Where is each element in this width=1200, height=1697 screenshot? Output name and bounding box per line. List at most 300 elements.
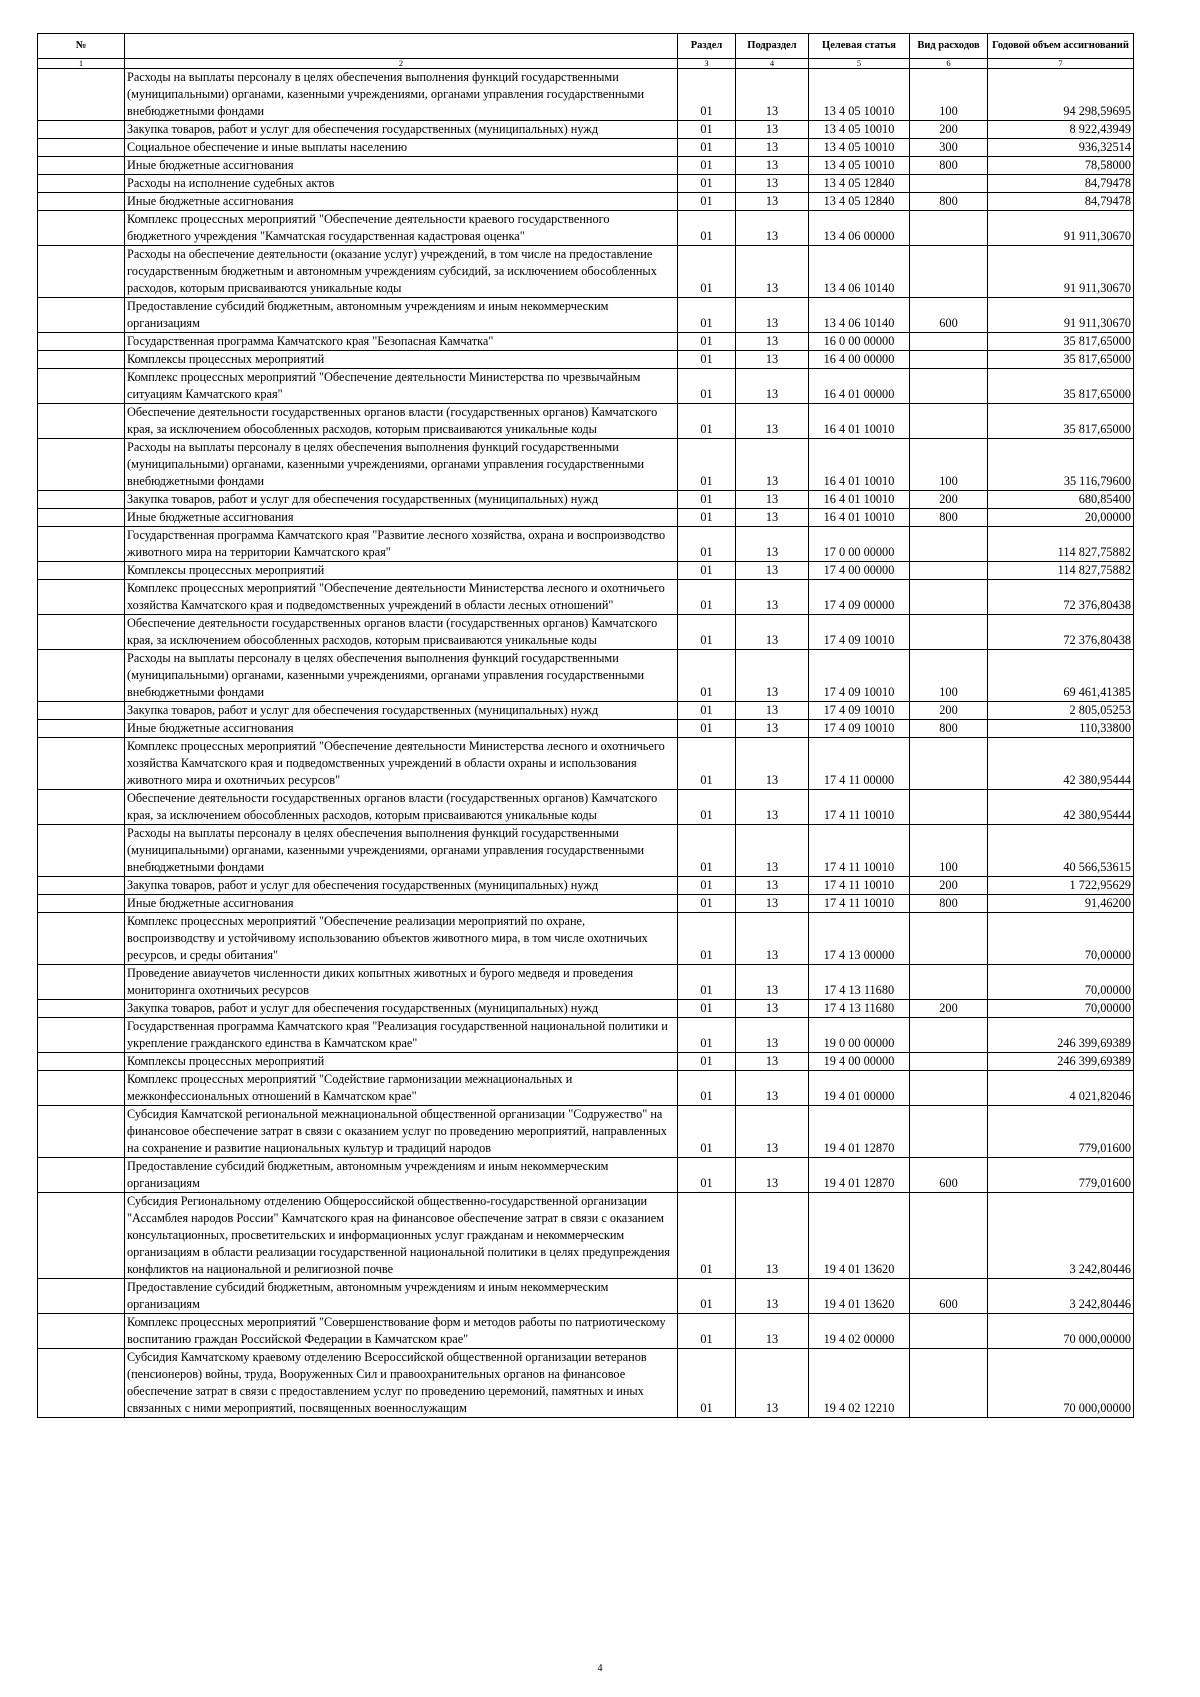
target-article-cell: 16 4 01 10010 <box>809 491 910 509</box>
razdel-cell: 01 <box>678 562 736 580</box>
row-number-cell <box>38 1018 125 1053</box>
expense-type-cell: 100 <box>910 439 988 491</box>
razdel-cell: 01 <box>678 211 736 246</box>
target-article-cell: 17 4 13 11680 <box>809 965 910 1000</box>
item-name-cell: Комплекс процессных мероприятий "Обеспечение деятельности Министерства по чрезвычайным ситуациям Камчатского края" <box>125 369 678 404</box>
table-row <box>38 1158 1134 1193</box>
row-number-cell <box>38 404 125 439</box>
row-number-cell <box>38 1000 125 1018</box>
podrazdel-cell: 13 <box>736 1000 809 1018</box>
table-row <box>38 509 1134 527</box>
podrazdel-cell: 13 <box>736 877 809 895</box>
header-razdel: Раздел <box>678 34 736 59</box>
amount-cell: 35 116,79600 <box>988 439 1134 491</box>
amount-cell: 8 922,43949 <box>988 121 1134 139</box>
podrazdel-cell: 13 <box>736 650 809 702</box>
amount-cell: 72 376,80438 <box>988 615 1134 650</box>
razdel-cell: 01 <box>678 580 736 615</box>
podrazdel-cell: 13 <box>736 369 809 404</box>
podrazdel-cell: 13 <box>736 562 809 580</box>
table-row <box>38 351 1134 369</box>
header-name <box>125 34 678 59</box>
target-article-cell: 17 4 11 10010 <box>809 877 910 895</box>
razdel-cell: 01 <box>678 1053 736 1071</box>
row-number-cell <box>38 580 125 615</box>
row-number-cell <box>38 913 125 965</box>
podrazdel-cell: 13 <box>736 790 809 825</box>
table-row <box>38 738 1134 790</box>
expense-type-cell <box>910 1314 988 1349</box>
row-number-cell <box>38 1158 125 1193</box>
amount-cell: 91 911,30670 <box>988 298 1134 333</box>
expense-type-cell: 600 <box>910 1158 988 1193</box>
target-article-cell: 13 4 06 00000 <box>809 211 910 246</box>
item-name-cell: Иные бюджетные ассигнования <box>125 720 678 738</box>
table-row <box>38 175 1134 193</box>
podrazdel-cell: 13 <box>736 895 809 913</box>
expense-type-cell <box>910 615 988 650</box>
table-row <box>38 139 1134 157</box>
column-number: 7 <box>988 59 1134 69</box>
table-row <box>38 157 1134 175</box>
target-article-cell: 17 4 11 10010 <box>809 790 910 825</box>
podrazdel-cell: 13 <box>736 69 809 121</box>
header-row <box>38 34 1134 59</box>
table-row <box>38 1018 1134 1053</box>
target-article-cell: 17 4 13 11680 <box>809 1000 910 1018</box>
target-article-cell: 17 4 09 00000 <box>809 580 910 615</box>
table-row <box>38 615 1134 650</box>
item-name-cell: Комплексы процессных мероприятий <box>125 1053 678 1071</box>
razdel-cell: 01 <box>678 1000 736 1018</box>
row-number-cell <box>38 509 125 527</box>
amount-cell: 91 911,30670 <box>988 246 1134 298</box>
podrazdel-cell: 13 <box>736 211 809 246</box>
table-row <box>38 877 1134 895</box>
table-row <box>38 404 1134 439</box>
row-number-cell <box>38 720 125 738</box>
row-number-cell <box>38 825 125 877</box>
razdel-cell: 01 <box>678 404 736 439</box>
amount-cell: 35 817,65000 <box>988 351 1134 369</box>
razdel-cell: 01 <box>678 895 736 913</box>
amount-cell: 70,00000 <box>988 1000 1134 1018</box>
expense-type-cell <box>910 211 988 246</box>
razdel-cell: 01 <box>678 1349 736 1418</box>
item-name-cell: Закупка товаров, работ и услуг для обеспечения государственных (муниципальных) нужд <box>125 877 678 895</box>
amount-cell: 72 376,80438 <box>988 580 1134 615</box>
item-name-cell: Комплекс процессных мероприятий "Совершенствование форм и методов работы по патриотическому воспитанию граждан Российской Федерации в Камчатском крае" <box>125 1314 678 1349</box>
table-row <box>38 1314 1134 1349</box>
razdel-cell: 01 <box>678 1314 736 1349</box>
expense-type-cell <box>910 738 988 790</box>
razdel-cell: 01 <box>678 1018 736 1053</box>
expense-type-cell: 200 <box>910 491 988 509</box>
column-numbers-row <box>38 59 1134 69</box>
amount-cell: 70,00000 <box>988 913 1134 965</box>
column-number: 6 <box>910 59 988 69</box>
razdel-cell: 01 <box>678 351 736 369</box>
podrazdel-cell: 13 <box>736 1193 809 1279</box>
table-row <box>38 562 1134 580</box>
razdel-cell: 01 <box>678 720 736 738</box>
target-article-cell: 13 4 05 10010 <box>809 121 910 139</box>
item-name-cell: Иные бюджетные ассигнования <box>125 157 678 175</box>
target-article-cell: 16 4 00 00000 <box>809 351 910 369</box>
expense-type-cell: 300 <box>910 139 988 157</box>
amount-cell: 2 805,05253 <box>988 702 1134 720</box>
razdel-cell: 01 <box>678 139 736 157</box>
podrazdel-cell: 13 <box>736 1106 809 1158</box>
row-number-cell <box>38 877 125 895</box>
expense-type-cell <box>910 1106 988 1158</box>
amount-cell: 78,58000 <box>988 157 1134 175</box>
razdel-cell: 01 <box>678 121 736 139</box>
expense-type-cell <box>910 1071 988 1106</box>
amount-cell: 94 298,59695 <box>988 69 1134 121</box>
expense-type-cell <box>910 1349 988 1418</box>
amount-cell: 110,33800 <box>988 720 1134 738</box>
expense-type-cell: 600 <box>910 1279 988 1314</box>
row-number-cell <box>38 895 125 913</box>
item-name-cell: Государственная программа Камчатского края "Безопасная Камчатка" <box>125 333 678 351</box>
expense-type-cell: 200 <box>910 1000 988 1018</box>
table-row <box>38 720 1134 738</box>
row-number-cell <box>38 157 125 175</box>
razdel-cell: 01 <box>678 790 736 825</box>
item-name-cell: Комплексы процессных мероприятий <box>125 351 678 369</box>
table-row <box>38 121 1134 139</box>
target-article-cell: 17 4 13 00000 <box>809 913 910 965</box>
table-row <box>38 246 1134 298</box>
row-number-cell <box>38 175 125 193</box>
row-number-cell <box>38 439 125 491</box>
table-row <box>38 211 1134 246</box>
razdel-cell: 01 <box>678 825 736 877</box>
amount-cell: 42 380,95444 <box>988 790 1134 825</box>
amount-cell: 42 380,95444 <box>988 738 1134 790</box>
podrazdel-cell: 13 <box>736 1053 809 1071</box>
item-name-cell: Комплексы процессных мероприятий <box>125 562 678 580</box>
table-row <box>38 439 1134 491</box>
table-row <box>38 895 1134 913</box>
expense-type-cell: 200 <box>910 877 988 895</box>
razdel-cell: 01 <box>678 298 736 333</box>
razdel-cell: 01 <box>678 527 736 562</box>
table-row <box>38 825 1134 877</box>
table-row <box>38 369 1134 404</box>
table-row <box>38 702 1134 720</box>
row-number-cell <box>38 298 125 333</box>
row-number-cell <box>38 1053 125 1071</box>
row-number-cell <box>38 121 125 139</box>
amount-cell: 91,46200 <box>988 895 1134 913</box>
razdel-cell: 01 <box>678 69 736 121</box>
expense-type-cell: 800 <box>910 509 988 527</box>
header-expense-type: Вид расходов <box>910 34 988 59</box>
target-article-cell: 17 0 00 00000 <box>809 527 910 562</box>
amount-cell: 246 399,69389 <box>988 1053 1134 1071</box>
target-article-cell: 16 0 00 00000 <box>809 333 910 351</box>
podrazdel-cell: 13 <box>736 965 809 1000</box>
target-article-cell: 19 4 01 12870 <box>809 1158 910 1193</box>
row-number-cell <box>38 650 125 702</box>
row-number-cell <box>38 139 125 157</box>
target-article-cell: 17 4 09 10010 <box>809 720 910 738</box>
expense-type-cell: 100 <box>910 825 988 877</box>
podrazdel-cell: 13 <box>736 121 809 139</box>
expense-type-cell <box>910 1193 988 1279</box>
amount-cell: 114 827,75882 <box>988 562 1134 580</box>
item-name-cell: Расходы на выплаты персоналу в целях обеспечения выполнения функций государственными (муниципальными) органами, казенными учреждениями, органами управления государственными внебюджетными фондами <box>125 439 678 491</box>
expense-type-cell: 100 <box>910 69 988 121</box>
razdel-cell: 01 <box>678 333 736 351</box>
table-body <box>38 69 1134 1418</box>
row-number-cell <box>38 369 125 404</box>
item-name-cell: Закупка товаров, работ и услуг для обеспечения государственных (муниципальных) нужд <box>125 702 678 720</box>
podrazdel-cell: 13 <box>736 1018 809 1053</box>
podrazdel-cell: 13 <box>736 527 809 562</box>
table-row <box>38 965 1134 1000</box>
razdel-cell: 01 <box>678 913 736 965</box>
podrazdel-cell: 13 <box>736 439 809 491</box>
expense-type-cell <box>910 913 988 965</box>
row-number-cell <box>38 1071 125 1106</box>
razdel-cell: 01 <box>678 615 736 650</box>
amount-cell: 680,85400 <box>988 491 1134 509</box>
amount-cell: 69 461,41385 <box>988 650 1134 702</box>
item-name-cell: Предоставление субсидий бюджетным, автономным учреждениям и иным некоммерческим организациям <box>125 1158 678 1193</box>
target-article-cell: 19 4 01 13620 <box>809 1279 910 1314</box>
expense-type-cell: 100 <box>910 650 988 702</box>
column-number: 2 <box>125 59 678 69</box>
target-article-cell: 17 4 11 00000 <box>809 738 910 790</box>
table-row <box>38 1053 1134 1071</box>
razdel-cell: 01 <box>678 175 736 193</box>
podrazdel-cell: 13 <box>736 246 809 298</box>
item-name-cell: Иные бюджетные ассигнования <box>125 895 678 913</box>
razdel-cell: 01 <box>678 702 736 720</box>
item-name-cell: Государственная программа Камчатского края "Развитие лесного хозяйства, охрана и воспроизводство животного мира на территории Камчатского края" <box>125 527 678 562</box>
row-number-cell <box>38 211 125 246</box>
razdel-cell: 01 <box>678 193 736 211</box>
target-article-cell: 19 4 02 12210 <box>809 1349 910 1418</box>
razdel-cell: 01 <box>678 491 736 509</box>
row-number-cell <box>38 738 125 790</box>
amount-cell: 84,79478 <box>988 175 1134 193</box>
target-article-cell: 17 4 09 10010 <box>809 650 910 702</box>
row-number-cell <box>38 69 125 121</box>
target-article-cell: 16 4 01 10010 <box>809 439 910 491</box>
item-name-cell: Закупка товаров, работ и услуг для обеспечения государственных (муниципальных) нужд <box>125 121 678 139</box>
podrazdel-cell: 13 <box>736 913 809 965</box>
item-name-cell: Комплекс процессных мероприятий "Обеспечение реализации мероприятий по охране, воспроизводству и устойчивому использованию объектов животного мира, в том числе охотничьих ресурсов, и среды обитания" <box>125 913 678 965</box>
razdel-cell: 01 <box>678 439 736 491</box>
table-row <box>38 527 1134 562</box>
podrazdel-cell: 13 <box>736 333 809 351</box>
item-name-cell: Расходы на исполнение судебных актов <box>125 175 678 193</box>
column-number: 4 <box>736 59 809 69</box>
item-name-cell: Предоставление субсидий бюджетным, автономным учреждениям и иным некоммерческим организациям <box>125 298 678 333</box>
podrazdel-cell: 13 <box>736 1071 809 1106</box>
item-name-cell: Расходы на выплаты персоналу в целях обеспечения выполнения функций государственными (муниципальными) органами, казенными учреждениями, органами управления государственными внебюджетными фондами <box>125 825 678 877</box>
row-number-cell <box>38 615 125 650</box>
podrazdel-cell: 13 <box>736 702 809 720</box>
razdel-cell: 01 <box>678 246 736 298</box>
item-name-cell: Социальное обеспечение и иные выплаты населению <box>125 139 678 157</box>
podrazdel-cell: 13 <box>736 1279 809 1314</box>
row-number-cell <box>38 246 125 298</box>
razdel-cell: 01 <box>678 877 736 895</box>
expense-type-cell: 200 <box>910 702 988 720</box>
amount-cell: 84,79478 <box>988 193 1134 211</box>
amount-cell: 70 000,00000 <box>988 1314 1134 1349</box>
table-row <box>38 1071 1134 1106</box>
row-number-cell <box>38 1349 125 1418</box>
razdel-cell: 01 <box>678 1158 736 1193</box>
item-name-cell: Обеспечение деятельности государственных органов власти (государственных органов) Камчатского края, за исключением обособленных расходов, которым присваиваются уникальные коды <box>125 790 678 825</box>
target-article-cell: 17 4 00 00000 <box>809 562 910 580</box>
amount-cell: 1 722,95629 <box>988 877 1134 895</box>
amount-cell: 779,01600 <box>988 1106 1134 1158</box>
column-number: 5 <box>809 59 910 69</box>
column-number: 1 <box>38 59 125 69</box>
row-number-cell <box>38 351 125 369</box>
amount-cell: 779,01600 <box>988 1158 1134 1193</box>
expense-type-cell <box>910 527 988 562</box>
item-name-cell: Иные бюджетные ассигнования <box>125 193 678 211</box>
budget-allocation-table <box>37 33 1134 1418</box>
amount-cell: 114 827,75882 <box>988 527 1134 562</box>
table-row <box>38 1193 1134 1279</box>
item-name-cell: Расходы на выплаты персоналу в целях обеспечения выполнения функций государственными (муниципальными) органами, казенными учреждениями, органами управления государственными внебюджетными фондами <box>125 650 678 702</box>
item-name-cell: Субсидия Камчатскому краевому отделению Всероссийской общественной организации ветеранов (пенсионеров) войны, труда, Вооруженных Сил и правоохранительных органов на финансовое обеспечение затрат в связи с предоставлением услуг по проведению церемоний, памятных и иных связанных с ними мероприятий, посвященных военнослужащим <box>125 1349 678 1418</box>
item-name-cell: Обеспечение деятельности государственных органов власти (государственных органов) Камчатского края, за исключением обособленных расходов, которым присваиваются уникальные коды <box>125 404 678 439</box>
razdel-cell: 01 <box>678 650 736 702</box>
expense-type-cell <box>910 333 988 351</box>
target-article-cell: 17 4 09 10010 <box>809 615 910 650</box>
amount-cell: 35 817,65000 <box>988 404 1134 439</box>
target-article-cell: 19 0 00 00000 <box>809 1018 910 1053</box>
razdel-cell: 01 <box>678 1071 736 1106</box>
expense-type-cell: 200 <box>910 121 988 139</box>
expense-type-cell: 800 <box>910 895 988 913</box>
amount-cell: 40 566,53615 <box>988 825 1134 877</box>
item-name-cell: Субсидия Региональному отделению Общероссийской общественно-государственной организации "Ассамблея народов России" Камчатского края на финансовое обеспечение затрат в связи с оказанием консультационных, просветительских и информационных услуг гражданам и некоммерческим организациям в области реализации государственной национальной политики в целях предупреждения конфликтов на национальной и религиозной почве <box>125 1193 678 1279</box>
target-article-cell: 19 4 01 00000 <box>809 1071 910 1106</box>
target-article-cell: 17 4 09 10010 <box>809 702 910 720</box>
expense-type-cell <box>910 790 988 825</box>
target-article-cell: 16 4 01 10010 <box>809 509 910 527</box>
row-number-cell <box>38 333 125 351</box>
row-number-cell <box>38 1314 125 1349</box>
row-number-cell <box>38 527 125 562</box>
target-article-cell: 17 4 11 10010 <box>809 895 910 913</box>
row-number-cell <box>38 193 125 211</box>
razdel-cell: 01 <box>678 369 736 404</box>
expense-type-cell <box>910 246 988 298</box>
razdel-cell: 01 <box>678 965 736 1000</box>
item-name-cell: Государственная программа Камчатского края "Реализация государственной национальной политики и укрепление гражданского единства в Камчатском крае" <box>125 1018 678 1053</box>
expense-type-cell <box>910 369 988 404</box>
row-number-cell <box>38 1193 125 1279</box>
razdel-cell: 01 <box>678 1106 736 1158</box>
podrazdel-cell: 13 <box>736 825 809 877</box>
item-name-cell: Проведение авиаучетов численности диких копытных животных и бурого медведя и проведения мониторинга охотничьих ресурсов <box>125 965 678 1000</box>
expense-type-cell: 800 <box>910 157 988 175</box>
item-name-cell: Комплекс процессных мероприятий "Содействие гармонизации межнациональных и межконфессиональных отношений в Камчатском крае" <box>125 1071 678 1106</box>
table-row <box>38 1279 1134 1314</box>
podrazdel-cell: 13 <box>736 1158 809 1193</box>
razdel-cell: 01 <box>678 157 736 175</box>
header-podrazdel: Подраздел <box>736 34 809 59</box>
target-article-cell: 13 4 05 10010 <box>809 157 910 175</box>
amount-cell: 3 242,80446 <box>988 1279 1134 1314</box>
row-number-cell <box>38 491 125 509</box>
podrazdel-cell: 13 <box>736 491 809 509</box>
table-row <box>38 790 1134 825</box>
expense-type-cell <box>910 1018 988 1053</box>
item-name-cell: Комплекс процессных мероприятий "Обеспечение деятельности Министерства лесного и охотничьего хозяйства Камчатского края и подведомственных учреждений в области лесных отношений" <box>125 580 678 615</box>
podrazdel-cell: 13 <box>736 298 809 333</box>
item-name-cell: Субсидия Камчатской региональной межнациональной общественной организации "Содружество" на финансовое обеспечение затрат в связи с оказанием услуг по проведению мероприятий, направленных на сохранение и развитие национальных культур и традиций народов <box>125 1106 678 1158</box>
podrazdel-cell: 13 <box>736 580 809 615</box>
podrazdel-cell: 13 <box>736 1349 809 1418</box>
target-article-cell: 16 4 01 00000 <box>809 369 910 404</box>
expense-type-cell <box>910 351 988 369</box>
podrazdel-cell: 13 <box>736 404 809 439</box>
table-row <box>38 193 1134 211</box>
amount-cell: 91 911,30670 <box>988 211 1134 246</box>
target-article-cell: 13 4 05 10010 <box>809 139 910 157</box>
row-number-cell <box>38 1106 125 1158</box>
item-name-cell: Комплекс процессных мероприятий "Обеспечение деятельности Министерства лесного и охотничьего хозяйства Камчатского края и подведомственных учреждений в области охраны и использования животного мира и охотничьих ресурсов" <box>125 738 678 790</box>
page-number: 4 <box>597 1663 603 1674</box>
header-number: № <box>38 34 125 59</box>
expense-type-cell: 800 <box>910 193 988 211</box>
table-row <box>38 1349 1134 1418</box>
podrazdel-cell: 13 <box>736 509 809 527</box>
amount-cell: 4 021,82046 <box>988 1071 1134 1106</box>
table-row <box>38 333 1134 351</box>
amount-cell: 70,00000 <box>988 965 1134 1000</box>
amount-cell: 70 000,00000 <box>988 1349 1134 1418</box>
budget-document-page <box>37 33 1133 1418</box>
table-row <box>38 913 1134 965</box>
razdel-cell: 01 <box>678 1193 736 1279</box>
expense-type-cell: 600 <box>910 298 988 333</box>
item-name-cell: Закупка товаров, работ и услуг для обеспечения государственных (муниципальных) нужд <box>125 1000 678 1018</box>
amount-cell: 3 242,80446 <box>988 1193 1134 1279</box>
razdel-cell: 01 <box>678 1279 736 1314</box>
podrazdel-cell: 13 <box>736 175 809 193</box>
expense-type-cell <box>910 1053 988 1071</box>
podrazdel-cell: 13 <box>736 193 809 211</box>
table-row <box>38 1000 1134 1018</box>
target-article-cell: 13 4 06 10140 <box>809 246 910 298</box>
header-target-article: Целевая статья <box>809 34 910 59</box>
target-article-cell: 19 4 00 00000 <box>809 1053 910 1071</box>
target-article-cell: 19 4 01 12870 <box>809 1106 910 1158</box>
amount-cell: 35 817,65000 <box>988 369 1134 404</box>
expense-type-cell <box>910 404 988 439</box>
header-annual-volume: Годовой объем ассигнований <box>988 34 1134 59</box>
podrazdel-cell: 13 <box>736 1314 809 1349</box>
podrazdel-cell: 13 <box>736 720 809 738</box>
table-row <box>38 298 1134 333</box>
item-name-cell: Комплекс процессных мероприятий "Обеспечение деятельности краевого государственного бюджетного учреждения "Камчатская государственная кадастровая оценка" <box>125 211 678 246</box>
target-article-cell: 17 4 11 10010 <box>809 825 910 877</box>
